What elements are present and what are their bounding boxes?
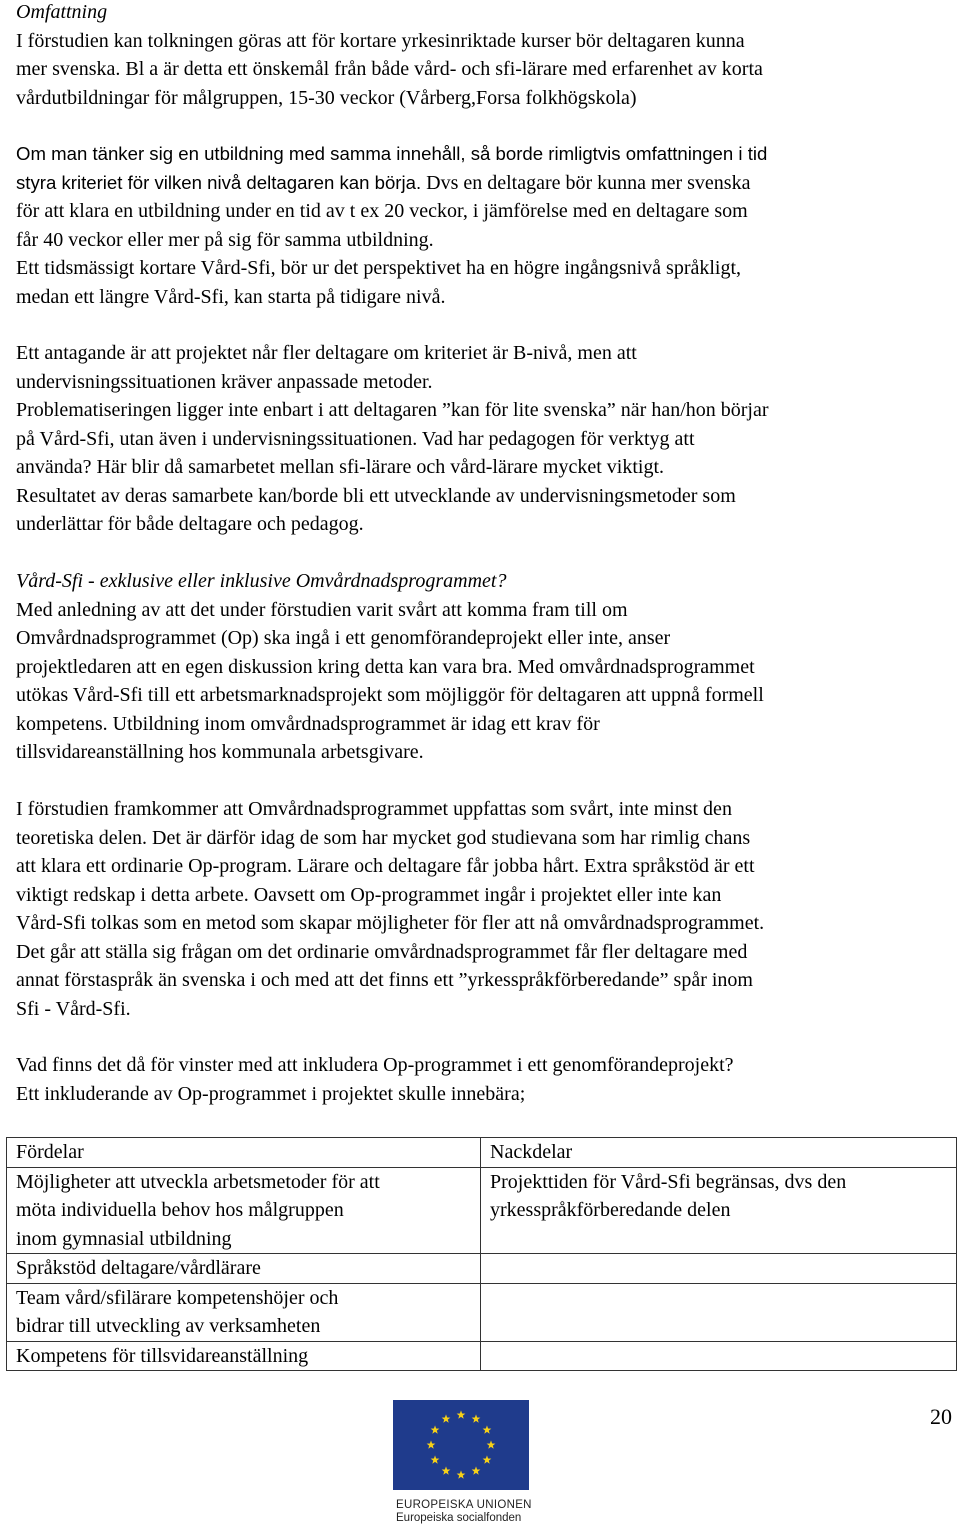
text-line: annat förstaspråk än svenska i och med att det finns ett ”yrkesspråkförberedande” spår inom <box>16 969 753 991</box>
table-cell <box>7 1341 481 1371</box>
paragraph-1 <box>16 27 956 113</box>
text-line: använda? Här blir då samarbetet mellan sfi-lärare och vård-lärare mycket viktigt. <box>16 456 665 478</box>
text-line: mer svenska. Bl a är detta ett önskemål från både vård- och sfi-lärare med erfarenhet av korta <box>16 58 763 80</box>
table-header-row <box>7 1138 957 1168</box>
text-line: I förstudien kan tolkningen göras att för kortare yrkesinriktade kurser bör deltagaren kunna <box>16 29 745 52</box>
pros-cons-table <box>6 1137 957 1371</box>
text-line: utökas Vård-Sfi till ett arbetsmarknadsprojekt som möjliggör för deltagaren att uppnå formell <box>16 684 764 706</box>
table-cell <box>7 1254 481 1284</box>
eu-logo-line-2: Europeiska socialfonden <box>396 1512 522 1524</box>
text-line: tillsvidareanställning hos kommunala arbetsgivare. <box>16 741 424 763</box>
text-line: Ett tidsmässigt kortare Vård-Sfi, bör ur det perspektivet ha en högre ingångsnivå språkligt, <box>16 257 742 279</box>
paragraph-6 <box>16 1051 956 1108</box>
table-row <box>7 1167 957 1254</box>
text-line: Vad finns det då för vinster med att inkludera Op-programmet i ett genomförandeprojekt? <box>16 1054 734 1076</box>
table-header-cell: Nackdelar <box>481 1138 957 1168</box>
text-line: Sfi - Vård-Sfi. <box>16 997 131 1020</box>
eu-logo <box>393 1400 531 1525</box>
table-cell <box>481 1254 957 1284</box>
text-line: Problematiseringen ligger inte enbart i att deltagaren ”kan för lite svenska” när han/hon börjar <box>16 399 769 421</box>
text-line: Vård-Sfi tolkas som en metod som skapar möjligheter för fler att nå omvårdnadsprogrammet. <box>16 912 765 934</box>
text-line: Ett antagande är att projektet når fler deltagare om kriteriet är B-nivå, men att <box>16 342 637 364</box>
text-line: Resultatet av deras samarbete kan/borde bli ett utvecklande av undervisningsmetoder som <box>16 484 736 507</box>
paragraph-2 <box>16 140 956 311</box>
table-header-cell: Fördelar <box>7 1138 481 1168</box>
text-line: Om man tänker sig en utbildning med samma innehåll, så borde rimligtvis omfattningen i tid <box>16 143 768 164</box>
cell-line: bidrar till utveckling av verksamheten <box>16 1315 321 1337</box>
table-cell <box>481 1341 957 1371</box>
paragraph-5 <box>16 795 956 1023</box>
text-line: medan ett längre Vård-Sfi, kan starta på tidigare nivå. <box>16 285 446 308</box>
cell-line: Team vård/sfilärare kompetenshöjer och <box>16 1286 339 1309</box>
table-cell <box>481 1283 957 1341</box>
text-line: på Vård-Sfi, utan även i undervisningssituationen. Vad har pedagogen för verktyg att <box>16 427 695 450</box>
table-row <box>7 1341 957 1371</box>
text-line: projektledaren att en egen diskussion kring detta kan vara bra. Med omvårdnadsprogrammet <box>16 655 755 678</box>
text-line: styra kriteriet för vilken nivå deltagaren kan börja. <box>16 171 422 193</box>
table-row <box>7 1283 957 1341</box>
text-line: undervisningssituationen kräver anpassade metoder. <box>16 370 433 393</box>
section-heading-vard-sfi: Vård-Sfi - exklusive eller inklusive Omvårdnadsprogrammet? <box>16 570 507 592</box>
text-line: vårdutbildningar för målgruppen, 15-30 veckor (Vårberg,Forsa folkhögskola) <box>16 86 637 109</box>
table-cell <box>7 1167 481 1254</box>
table-row <box>7 1254 957 1284</box>
paragraph-3 <box>16 339 956 539</box>
cell-line: Projekttiden för Vård-Sfi begränsas, dvs den <box>490 1170 847 1193</box>
text-line: I förstudien framkommer att Omvårdnadsprogrammet uppfattas som svårt, inte minst den <box>16 798 732 820</box>
text-line: underlättar för både deltagare och pedagog. <box>16 513 364 535</box>
text-line: för att klara en utbildning under en tid av t ex 20 veckor, i jämförelse med en deltagare som <box>16 200 748 222</box>
text-line: viktigt redskap i detta arbete. Oavsett om Op-programmet ingår i projektet eller inte kan <box>16 883 722 906</box>
cell-line: inom gymnasial utbildning <box>16 1227 232 1250</box>
section-heading-omfattning: Omfattning <box>16 1 108 23</box>
text-line: teoretiska delen. Det är därför idag de som har mycket god studievana som har rimlig chans <box>16 826 751 849</box>
cell-line: yrkesspråkförberedande delen <box>490 1199 731 1221</box>
text-line: att klara ett ordinarie Op-program. Lärare och deltagare får jobba hårt. Extra språkstöd är ett <box>16 855 755 877</box>
text-line: Med anledning av att det under förstudien varit svårt att komma fram till om <box>16 598 628 621</box>
text-line: Dvs en deltagare bör kunna mer svenska <box>421 171 751 194</box>
cell-line: möta individuella behov hos målgruppen <box>16 1199 344 1221</box>
table-cell <box>7 1283 481 1341</box>
paragraph-4 <box>16 596 956 767</box>
text-line: Ett inkluderande av Op-programmet i projektet skulle innebära; <box>16 1082 526 1105</box>
cell-line: Kompetens för tillsvidareanställning <box>16 1344 309 1367</box>
text-line: kompetens. Utbildning inom omvårdnadsprogrammet är idag ett krav för <box>16 712 600 735</box>
text-line: Omvårdnadsprogrammet (Op) ska ingå i ett genomförandeprojekt eller inte, anser <box>16 627 671 649</box>
cell-line: Möjligheter att utveckla arbetsmetoder för att <box>16 1170 380 1193</box>
text-line: Det går att ställa sig frågan om det ordinarie omvårdnadsprogrammet får fler deltagare med <box>16 940 748 963</box>
eu-logo-line-1: EUROPEISKA UNIONEN <box>396 1499 532 1511</box>
eu-flag-icon <box>393 1400 529 1490</box>
text-line: får 40 veckor eller mer på sig för samma utbildning. <box>16 228 434 251</box>
page-number: 20 <box>930 1404 952 1429</box>
cell-line: Språkstöd deltagare/vårdlärare <box>16 1257 261 1279</box>
table-cell <box>481 1167 957 1254</box>
